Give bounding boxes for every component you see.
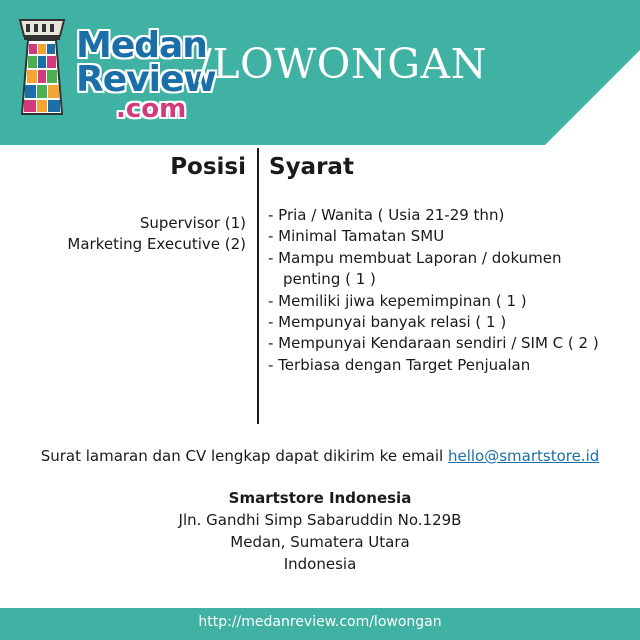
logo-line-dotcom: .com xyxy=(116,94,187,124)
page-title: /LOWONGAN xyxy=(198,40,488,88)
application-instructions xyxy=(0,447,640,465)
requirement-item-continuation: penting ( 1 ) xyxy=(283,270,376,289)
address-line: Jln. Gandhi Simp Sabaruddin No.129B xyxy=(178,511,462,529)
address-city: Medan, Sumatera Utara xyxy=(230,533,410,551)
requirement-item: - Terbiasa dengan Target Penjualan xyxy=(268,355,531,374)
heading-posisi: Posisi xyxy=(170,154,246,180)
position-item: Supervisor (1) xyxy=(139,214,246,232)
requirement-item: - Mampu membuat Laporan / dokumen xyxy=(268,248,562,267)
logo-line-review: Review xyxy=(76,59,216,100)
requirement-item: - Mempunyai Kendaraan sendiri / SIM C ( 2 ) xyxy=(268,334,599,353)
heading-syarat: Syarat xyxy=(269,154,354,180)
logo-line-medan: Medan xyxy=(76,25,207,66)
requirements-list xyxy=(268,205,628,376)
company-address-block xyxy=(0,487,640,575)
requirement-item: - Memiliki jiwa kepemimpinan ( 1 ) xyxy=(268,291,527,310)
column-divider xyxy=(257,148,259,424)
address-country: Indonesia xyxy=(283,555,357,573)
tower-icon xyxy=(12,14,72,122)
requirement-item: - Minimal Tamatan SMU xyxy=(268,227,445,246)
footer-url-link[interactable]: http://medanreview.com/lowongan xyxy=(198,614,442,630)
requirement-item: - Pria / Wanita ( Usia 21-29 thn) xyxy=(268,206,505,224)
medanreview-logo[interactable] xyxy=(12,14,216,124)
position-item: Marketing Executive (2) xyxy=(67,235,246,253)
requirement-item: - Mempunyai banyak relasi ( 1 ) xyxy=(268,313,507,332)
positions-list xyxy=(67,213,246,255)
email-link[interactable]: hello@smartstore.id xyxy=(447,447,600,465)
instructions-text: Surat lamaran dan CV lengkap dapat dikirim ke email xyxy=(40,447,444,465)
company-name: Smartstore Indonesia xyxy=(228,489,412,507)
